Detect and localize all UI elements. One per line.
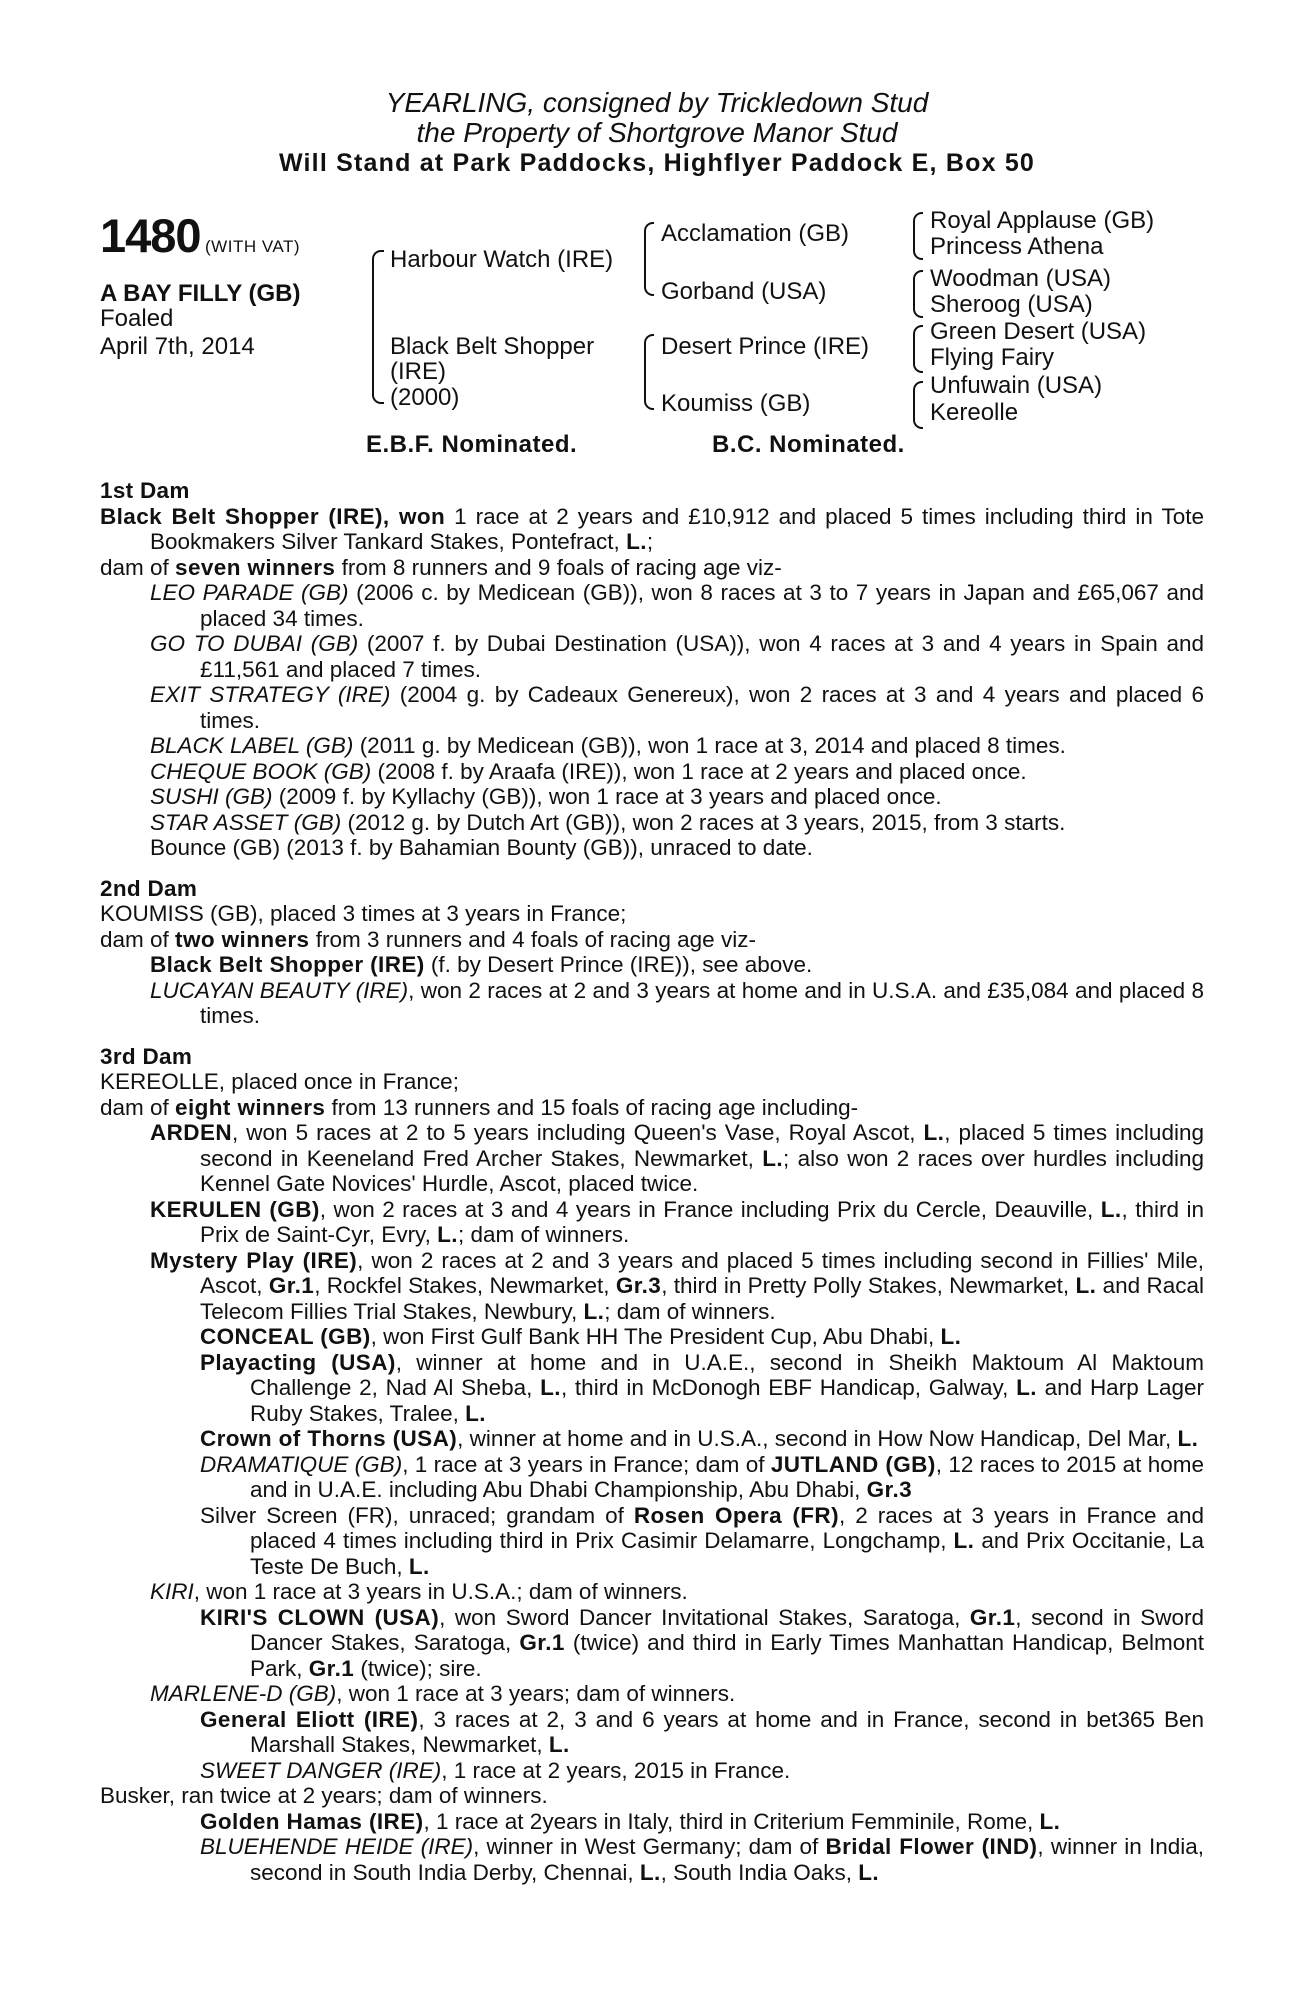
progeny-item-crown-of-thorns: Crown of Thorns (USA), winner at home and in U.S.A., second in How Now Handicap, Del Mar, L. bbox=[200, 1426, 1199, 1451]
pedigree-dam-line3: (2000) bbox=[390, 384, 460, 411]
third-dam-intro: KEREOLLE, placed once in France; bbox=[100, 1069, 459, 1094]
pedigree-dam-dam: Koumiss (GB) bbox=[661, 390, 811, 417]
pedigree-sdd: Sheroog (USA) bbox=[930, 291, 1093, 318]
progeny-item: LEO PARADE (GB) (2006 c. by Medicean (GB)), won 8 races at 3 to 7 years in Japan and £65,067 and placed 34 times. bbox=[150, 580, 1204, 631]
pedigree-ddd: Kereolle bbox=[930, 399, 1019, 426]
progeny-item-kiris-clown: KIRI'S CLOWN (USA), won Sword Dancer Invitational Stakes, Saratoga, Gr.1, second in Sword Dancer Stakes, Saratoga, Gr.1 (twice) and third in Early Times Manhattan Handicap, Belmont Park, Gr.1 (twice); sire. bbox=[200, 1604, 1204, 1681]
pedigree-ssd: Princess Athena bbox=[930, 233, 1104, 260]
progeny-item-golden-hamas: Golden Hamas (IRE), 1 race at 2years in Italy, third in Criterium Femminile, Rome, L. bbox=[200, 1808, 1061, 1834]
progeny-item-kiri: KIRI, won 1 race at 3 years in U.S.A.; dam of winners. bbox=[150, 1579, 688, 1604]
lot-name: A BAY FILLY (GB) bbox=[100, 280, 301, 307]
progeny-item-mystery-play: Mystery Play (IRE), won 2 races at 2 and 3 years and placed 5 times including second in Fillies' Mile, Ascot, Gr.1, Rockfel Stakes, Newmarket, Gr.3, third in Pretty Polly Stakes, Newmarket, L. and Racal Telecom Fillies Trial Stakes, Newbury, L.; dam of winners. bbox=[150, 1247, 1204, 1324]
progeny-item-arden: ARDEN, won 5 races at 2 to 5 years including Queen's Vase, Royal Ascot, L., placed 5 times including second in Keeneland Fred Archer Stakes, Newmarket, L.; also won 2 races over hurdles including Kennel Gate Novices' Hurdle, Ascot, placed twice. bbox=[150, 1120, 1204, 1196]
pedigree-brace-main bbox=[372, 250, 384, 404]
pedigree-dds: Unfuwain (USA) bbox=[930, 372, 1103, 399]
vat-note: (WITH VAT) bbox=[205, 237, 301, 256]
catalogue-header bbox=[0, 88, 1314, 178]
pedigree-sire: Harbour Watch (IRE) bbox=[390, 246, 614, 273]
progeny-item-conceal: CONCEAL (GB), won First Gulf Bank HH The President Cup, Abu Dhabi, L. bbox=[200, 1324, 962, 1349]
header-consignor-line: YEARLING, consigned by Trickledown Stud bbox=[385, 87, 929, 118]
lot-number-line bbox=[100, 208, 300, 263]
progeny-item: LUCAYAN BEAUTY (IRE), won 2 races at 2 and 3 years at home and in U.S.A. and £35,084 and placed 8 times. bbox=[150, 977, 1204, 1028]
progeny-item: GO TO DUBAI (GB) (2007 f. by Dubai Destination (USA)), won 4 races at 3 and 4 years in Spain and £11,561 and placed 7 times. bbox=[150, 631, 1204, 682]
second-dam-heading: 2nd Dam bbox=[100, 875, 198, 901]
progeny-item: STAR ASSET (GB) (2012 g. by Dutch Art (GB)), won 2 races at 3 years, 2015, from 3 starts. bbox=[150, 809, 1066, 835]
foaled-label: Foaled bbox=[100, 305, 174, 332]
pedigree-brace-sd bbox=[913, 270, 923, 318]
pedigree-sss: Royal Applause (GB) bbox=[930, 207, 1155, 234]
bc-nominated: B.C. Nominated. bbox=[712, 431, 905, 458]
progeny-item-bluehende-heide: BLUEHENDE HEIDE (IRE), winner in West Germany; dam of Bridal Flower (IND), winner in India, second in South India Derby, Chennai, L., South India Oaks, L. bbox=[200, 1834, 1204, 1885]
progeny-item: Bounce (GB) (2013 f. by Bahamian Bounty (GB)), unraced to date. bbox=[150, 835, 813, 860]
first-dam-produce-summary: dam of seven winners from 8 runners and 9 foals of racing age viz- bbox=[100, 554, 782, 580]
pedigree-brace-dd bbox=[913, 381, 923, 429]
first-dam-intro: Black Belt Shopper (IRE), won 1 race at 2 years and £10,912 and placed 5 times including third in Tote Bookmakers Silver Tankard Stakes, Pontefract, L.; bbox=[100, 503, 1204, 554]
progeny-item-general-eliott: General Eliott (IRE), 3 races at 2, 3 and 6 years at home and in France, second in bet365 Ben Marshall Stakes, Newmarket, L. bbox=[200, 1706, 1204, 1757]
progeny-item: CHEQUE BOOK (GB) (2008 f. by Araafa (IRE)), won 1 race at 2 years and placed once. bbox=[150, 758, 1027, 784]
third-dam-heading: 3rd Dam bbox=[100, 1043, 193, 1069]
progeny-item: EXIT STRATEGY (IRE) (2004 g. by Cadeaux Genereux), won 2 races at 3 and 4 years and placed 6 times. bbox=[150, 682, 1204, 733]
progeny-item: SUSHI (GB) (2009 f. by Kyllachy (GB)), won 1 race at 3 years and placed once. bbox=[150, 784, 942, 809]
pedigree-brace-ds bbox=[913, 325, 923, 373]
third-dam-produce-summary: dam of eight winners from 13 runners and 15 foals of racing age including- bbox=[100, 1094, 859, 1120]
second-dam-produce-summary: dam of two winners from 3 runners and 4 foals of racing age viz- bbox=[100, 926, 756, 952]
progeny-item-dramatique: DRAMATIQUE (GB), 1 race at 3 years in France; dam of JUTLAND (GB), 12 races to 2015 at home and in U.A.E. including Abu Dhabi Championship, Abu Dhabi, Gr.3 bbox=[200, 1451, 1204, 1502]
pedigree-dsd: Flying Fairy bbox=[930, 344, 1055, 371]
header-property-line: the Property of Shortgrove Manor Stud bbox=[416, 117, 898, 148]
pedigree-brace-ss bbox=[913, 212, 923, 260]
pedigree-brace-dam bbox=[644, 334, 654, 410]
header-location-line: Will Stand at Park Paddocks, Highflyer Paddock E, Box 50 bbox=[278, 149, 1036, 177]
pedigree-sire-sire: Acclamation (GB) bbox=[661, 220, 850, 247]
pedigree-dam-line1: Black Belt Shopper bbox=[390, 333, 595, 360]
progeny-item-sweet-danger: SWEET DANGER (IRE), 1 race at 2 years, 2015 in France. bbox=[200, 1757, 791, 1783]
progeny-item-playacting: Playacting (USA), winner at home and in U.A.E., second in Sheikh Maktoum Al Maktoum Challenge 2, Nad Al Sheba, L., third in McDonogh EBF Handicap, Galway, L. and Harp Lager Ruby Stakes, Tralee, L. bbox=[200, 1349, 1204, 1426]
pedigree-brace-sire bbox=[644, 222, 654, 296]
first-dam-heading: 1st Dam bbox=[100, 478, 190, 503]
pedigree-sire-dam: Gorband (USA) bbox=[661, 278, 827, 305]
pedigree-dam-line2: (IRE) bbox=[390, 358, 446, 385]
pedigree-notes bbox=[100, 478, 1204, 1885]
second-dam-intro: KOUMISS (GB), placed 3 times at 3 years in France; bbox=[100, 901, 627, 926]
progeny-item-busker: Busker, ran twice at 2 years; dam of winners. bbox=[100, 1783, 548, 1808]
foaled-date: April 7th, 2014 bbox=[100, 333, 255, 360]
lot-number: 1480 bbox=[100, 209, 201, 262]
progeny-item-marlene-d: MARLENE-D (GB), won 1 race at 3 years; dam of winners. bbox=[150, 1681, 736, 1706]
progeny-item: Black Belt Shopper (IRE) (f. by Desert Prince (IRE)), see above. bbox=[150, 952, 813, 977]
pedigree-sds: Woodman (USA) bbox=[930, 265, 1111, 292]
pedigree-dam-sire: Desert Prince (IRE) bbox=[661, 333, 870, 360]
progeny-item-silver-screen: Silver Screen (FR), unraced; grandam of Rosen Opera (FR), 2 races at 3 years in France and placed 4 times including third in Prix Casimir Delamarre, Longchamp, L. and Prix Occitanie, La Teste De Buch, L. bbox=[200, 1502, 1205, 1579]
pedigree-dss: Green Desert (USA) bbox=[930, 318, 1147, 345]
progeny-item: BLACK LABEL (GB) (2011 g. by Medicean (GB)), won 1 race at 3, 2014 and placed 8 times. bbox=[150, 733, 1066, 758]
ebf-nominated: E.B.F. Nominated. bbox=[366, 431, 578, 458]
progeny-item-kerulen: KERULEN (GB), won 2 races at 3 and 4 years in France including Prix du Cercle, Deauville, L., third in Prix de Saint-Cyr, Evry, L.; dam of winners. bbox=[150, 1196, 1204, 1247]
